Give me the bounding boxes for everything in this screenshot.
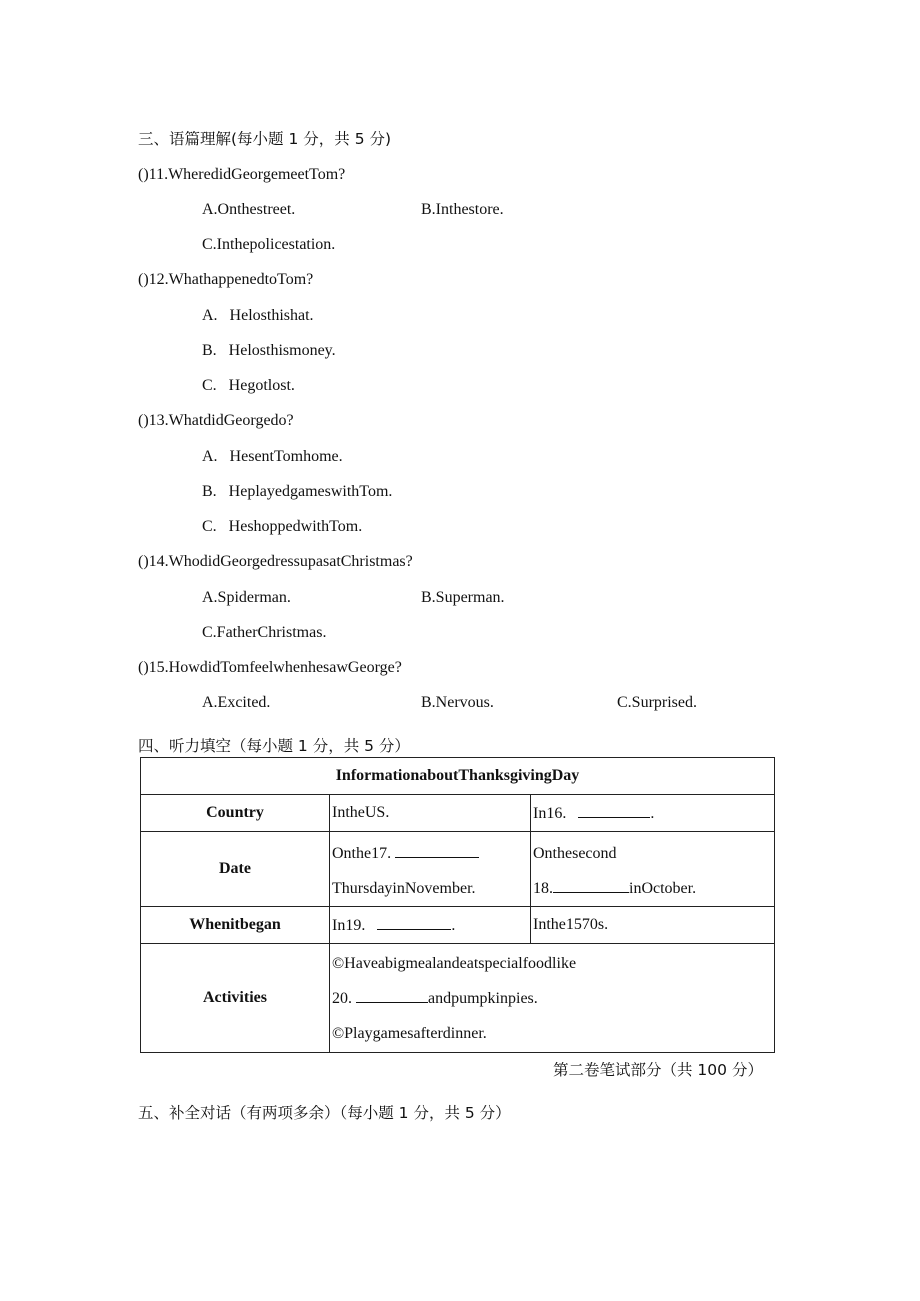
q11-option-a: A.Onthestreet. (202, 201, 296, 218)
cell-country-us: IntheUS. (330, 795, 531, 832)
cell-date-other (531, 832, 775, 907)
blank-20[interactable] (356, 988, 428, 1003)
date-us-line2: ThursdayinNovember. (332, 880, 476, 897)
q11-option-b: B.Inthestore. (421, 201, 504, 218)
q15-option-b: B.Nervous. (421, 694, 494, 711)
blank-19-prefix: In19. (332, 917, 366, 934)
q15-option-a: A.Excited. (202, 694, 271, 711)
thanksgiving-info-table (140, 757, 775, 1053)
question-13: ()13.WhatdidGeorgedo? (138, 412, 294, 429)
table-row (141, 832, 775, 907)
q13-option-c: C. HeshoppedwithTom. (202, 518, 363, 535)
q15-option-c: C.Surprised. (617, 694, 697, 711)
row-label-country: Country (141, 795, 330, 832)
cell-began-other: Inthe1570s. (531, 907, 775, 944)
q14-option-c: C.FatherChristmas. (202, 624, 327, 641)
section3-heading: 三、语篇理解(每小题 1 分，共 5 分) (138, 130, 392, 148)
blank-17[interactable] (395, 843, 479, 858)
activities-line3: ©Playgamesafterdinner. (332, 1024, 487, 1042)
q14-option-b: B.Superman. (421, 589, 505, 606)
question-12: ()12.WhathappenedtoTom? (138, 271, 314, 288)
question-15: ()15.HowdidTomfeelwhenhesawGeorge? (138, 659, 402, 676)
cell-activities (330, 944, 775, 1053)
part2-title: 第二卷笔试部分（共 100 分） (553, 1061, 763, 1079)
blank-18-prefix: 18. (533, 880, 553, 897)
blank-16[interactable] (578, 803, 650, 818)
table-row (141, 907, 775, 944)
table-row (141, 944, 775, 1053)
row-label-activities: Activities (141, 944, 330, 1053)
blank-18[interactable] (553, 878, 629, 893)
row-label-began: Whenitbegan (141, 907, 330, 944)
q13-option-b: B. HeplayedgameswithTom. (202, 483, 393, 500)
question-11: ()11.WheredidGeorgemeetTom? (138, 166, 346, 183)
activities-line2-suffix: andpumpkinpies. (428, 989, 538, 1007)
table-title: InformationaboutThanksgivingDay (141, 758, 775, 795)
table-row (141, 758, 775, 795)
section5-heading: 五、补全对话（有两项多余）（每小题 1 分，共 5 分） (138, 1104, 511, 1122)
date-other-line1: Onthesecond (533, 845, 617, 862)
q12-option-b: B. Helosthismoney. (202, 342, 336, 359)
q12-option-c: C. Hegotlost. (202, 377, 295, 394)
q14-option-a: A.Spiderman. (202, 589, 291, 606)
date-other-line2-suffix: inOctober. (629, 880, 697, 897)
blank-16-prefix: In16. (533, 805, 567, 822)
blank-19[interactable] (377, 915, 451, 930)
section4-heading: 四、听力填空（每小题 1 分，共 5 分） (138, 737, 410, 755)
cell-began-us: In19. . (330, 907, 531, 944)
q11-option-c: C.Inthepolicestation. (202, 236, 336, 253)
cell-date-us (330, 832, 531, 907)
q13-option-a: A. HesentTomhome. (202, 448, 343, 465)
blank-17-prefix: Onthe17. (332, 845, 392, 862)
activities-line1: ©Haveabigmealandeatspecialfoodlike (332, 954, 577, 972)
blank-20-prefix: 20. (332, 989, 352, 1007)
question-14: ()14.WhodidGeorgedressupasatChristmas? (138, 553, 413, 570)
table-row (141, 795, 775, 832)
row-label-date: Date (141, 832, 330, 907)
cell-country-other: In16. . (531, 795, 775, 832)
q12-option-a: A. Helosthishat. (202, 307, 314, 324)
